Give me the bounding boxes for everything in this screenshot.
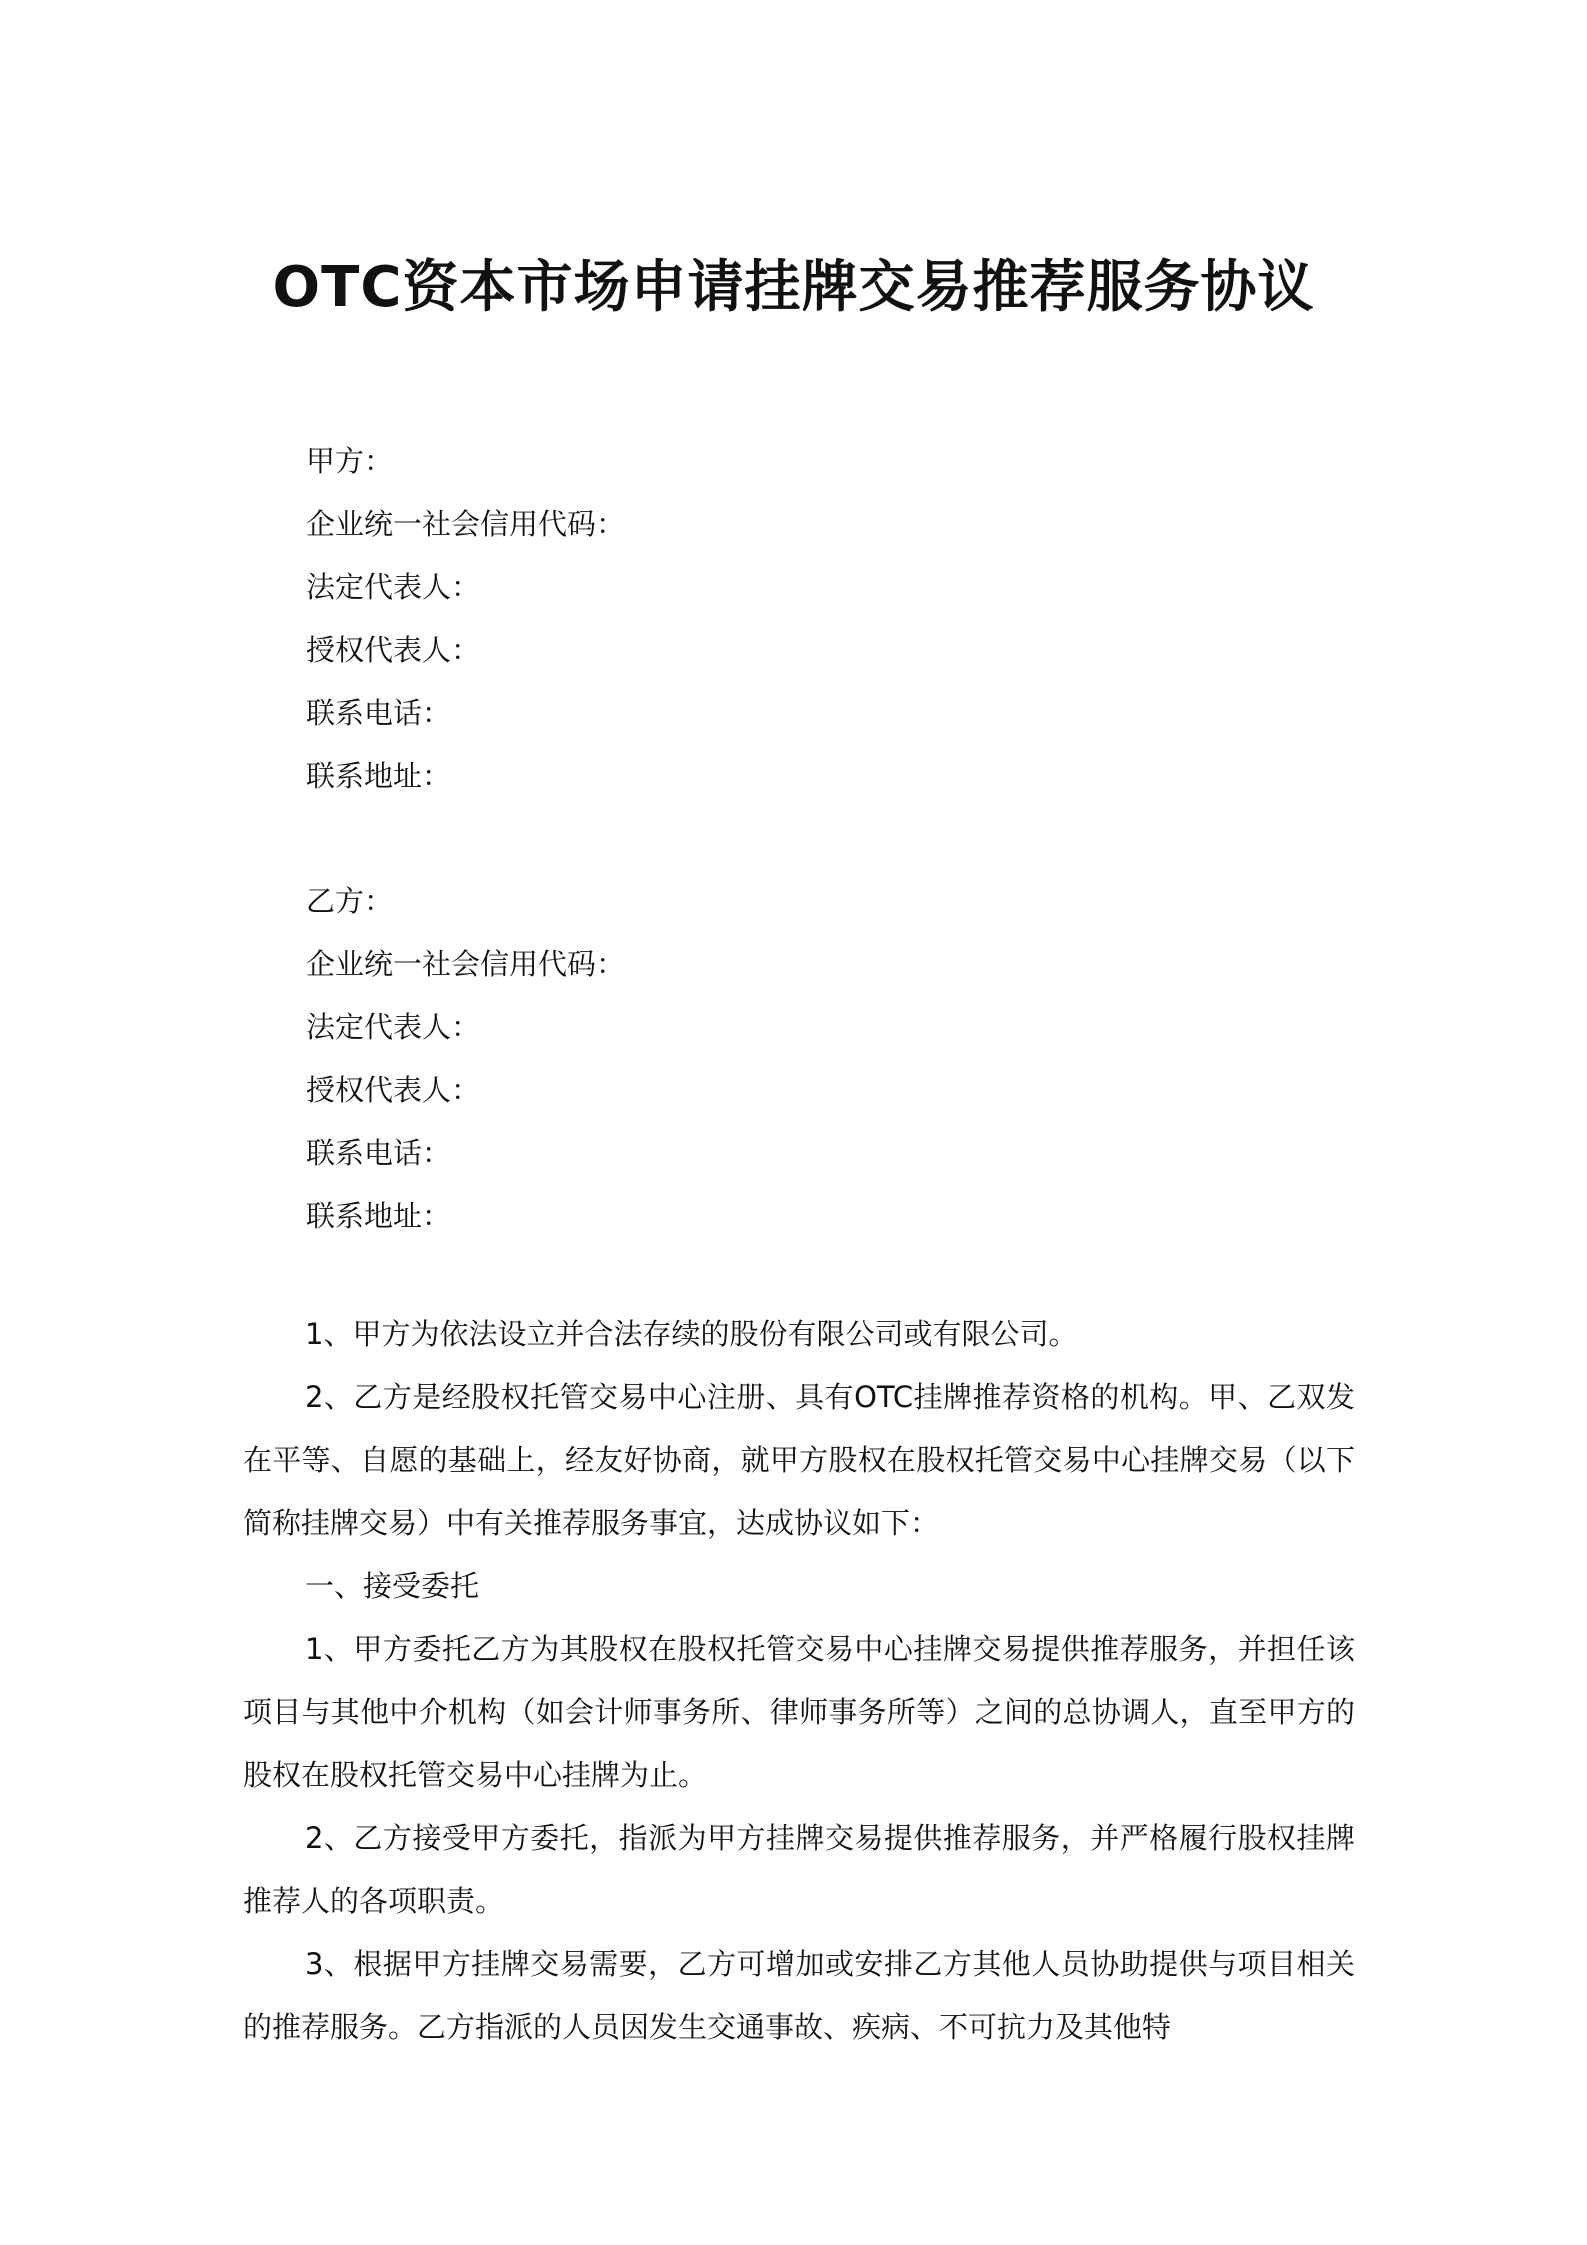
party-b-heading: 乙方：: [306, 884, 394, 918]
party-b-authorized-rep: 授权代表人：: [306, 1073, 481, 1107]
party-a-credit-code: 企业统一社会信用代码：: [306, 507, 626, 541]
section-heading-entrustment: 一、接受委托: [305, 1569, 480, 1603]
paragraph-entrustment-3: 3、根据甲方挂牌交易需要，乙方可增加或安排乙方其他人员协助提供与项目相关的推荐服务。乙方指派的人员因发生交通事故、疾病、不可抗力及其他特: [243, 1947, 1355, 2044]
party-a-section: [306, 430, 1406, 808]
party-a-heading: 甲方：: [306, 444, 394, 478]
paragraph-party-b-status: 2、乙方是经股权托管交易中心注册、具有OTC挂牌推荐资格的机构。甲、乙双发在平等、自愿的基础上，经友好协商，就甲方股权在股权托管交易中心挂牌交易（以下简称挂牌交易）中有关推荐服务事宜，达成协议如下：: [243, 1380, 1355, 1540]
paragraph-entrustment-2: 2、乙方接受甲方委托，指派为甲方挂牌交易提供推荐服务，并严格履行股权挂牌推荐人的各项职责。: [243, 1821, 1355, 1918]
party-b-section: [306, 870, 1406, 1248]
party-a-address: 联系地址：: [306, 759, 452, 793]
paragraph-entrustment-1: 1、甲方委托乙方为其股权在股权托管交易中心挂牌交易提供推荐服务，并担任该项目与其他中介机构（如会计师事务所、律师事务所等）之间的总协调人，直至甲方的股权在股权托管交易中心挂牌为止。: [243, 1632, 1355, 1792]
party-b-credit-code: 企业统一社会信用代码：: [306, 947, 626, 981]
party-b-legal-rep: 法定代表人：: [306, 1010, 481, 1044]
party-a-legal-rep: 法定代表人：: [306, 570, 481, 604]
document-title: OTC资本市场申请挂牌交易推荐服务协议: [272, 255, 1315, 320]
paragraph-party-a-status: 1、甲方为依法设立并合法存续的股份有限公司或有限公司。: [305, 1317, 1078, 1351]
party-a-phone: 联系电话：: [306, 696, 452, 730]
agreement-body: [243, 1303, 1355, 2059]
party-b-phone: 联系电话：: [306, 1136, 452, 1170]
party-a-authorized-rep: 授权代表人：: [306, 633, 481, 667]
party-b-address: 联系地址：: [306, 1199, 452, 1233]
